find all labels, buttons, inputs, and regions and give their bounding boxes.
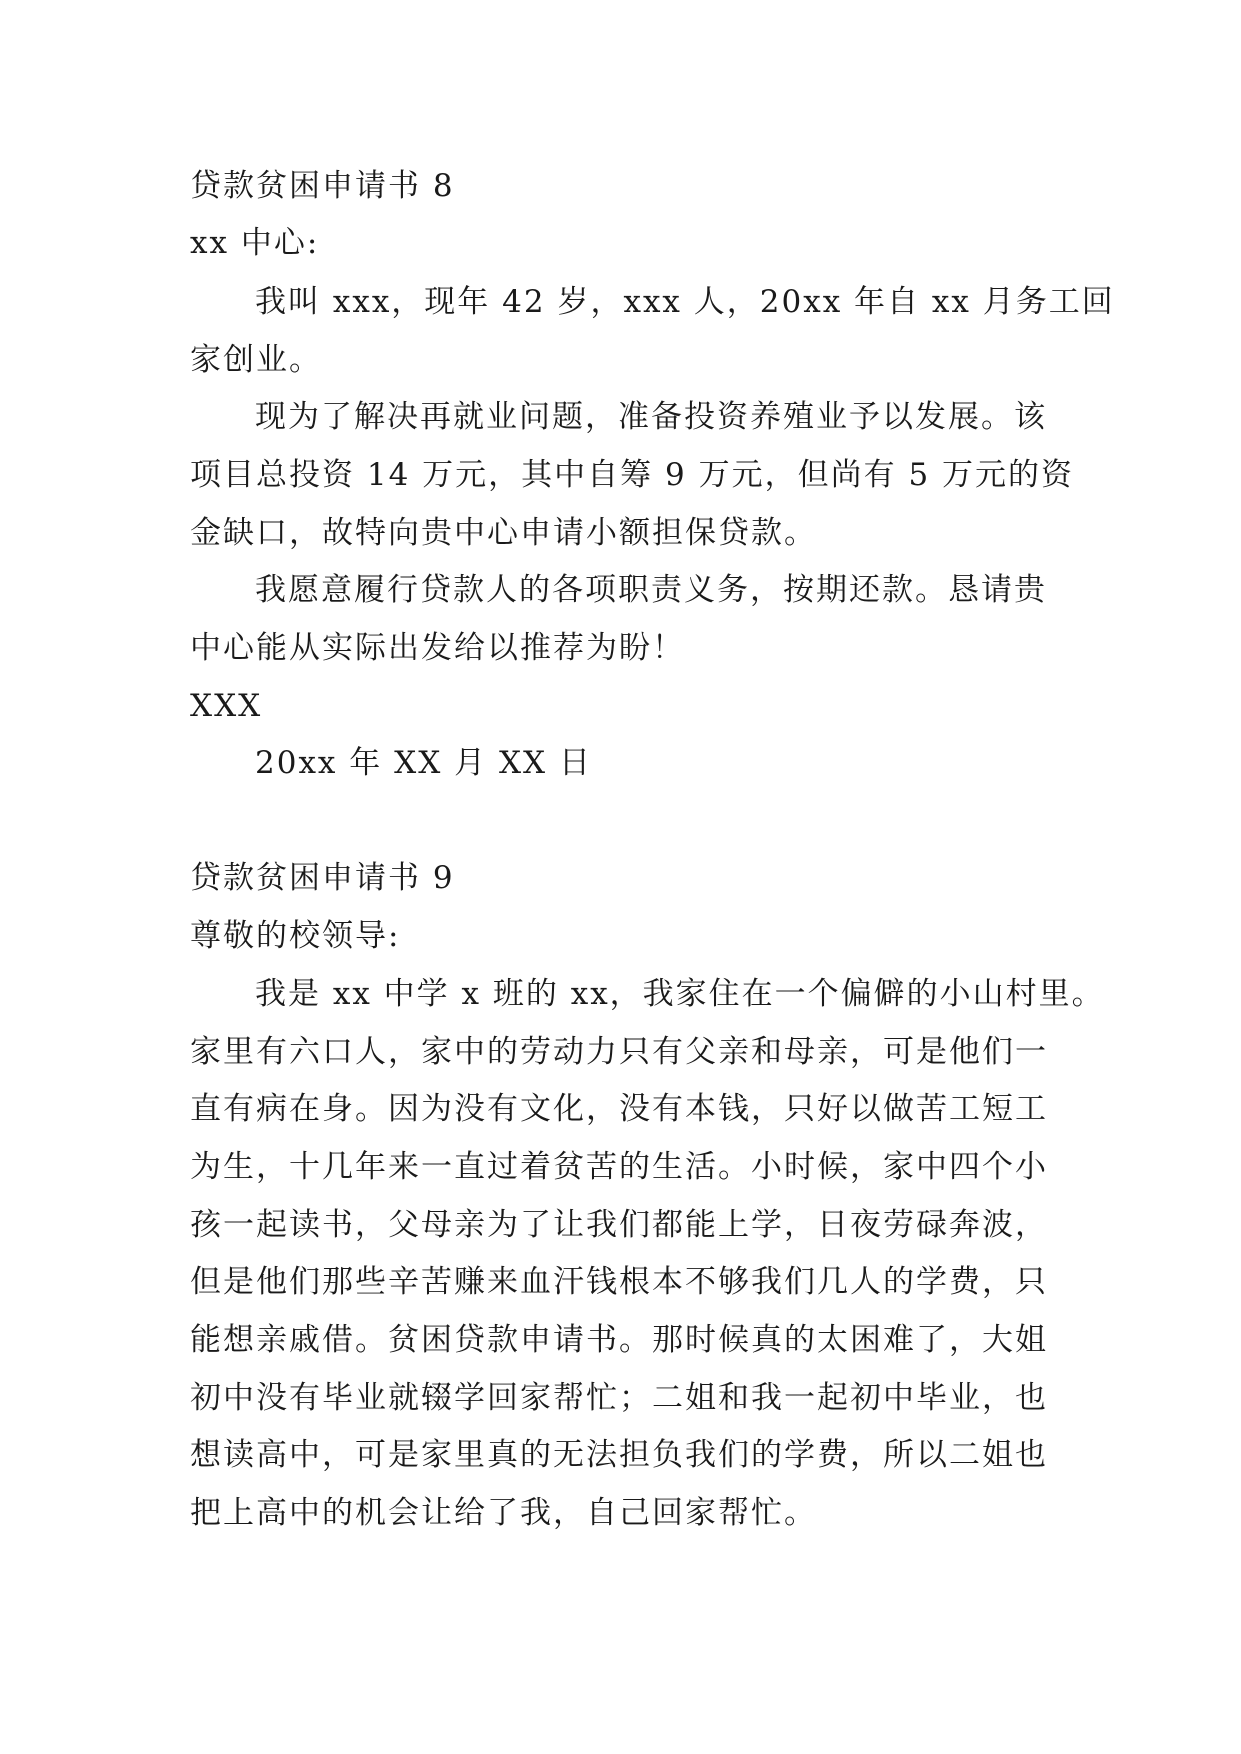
letter9-body-line: 孩一起读书，父母亲为了让我们都能上学，日夜劳碌奔波， xyxy=(190,1207,1048,1243)
letter9-body-line: 初中没有毕业就辍学回家帮忙；二姐和我一起初中毕业，也 xyxy=(190,1380,1048,1416)
letter8-salutation: xx 中心: xyxy=(190,225,320,261)
letter8-body-line: 我叫 xxx，现年 42 岁，xxx 人，20xx 年自 xx 月务工回 xyxy=(255,284,1115,320)
letter9-body-line: 我是 xx 中学 x 班的 xx，我家住在一个偏僻的小山村里。 xyxy=(255,976,1105,1012)
letter9-body-line: 直有病在身。因为没有文化，没有本钱，只好以做苦工短工 xyxy=(190,1091,1048,1127)
letter9-salutation: 尊敬的校领导: xyxy=(190,918,401,954)
letter9-body-line: 想读高中，可是家里真的无法担负我们的学费，所以二姐也 xyxy=(190,1437,1048,1473)
letter8-body-line: 家创业。 xyxy=(190,342,322,378)
letter8-body-line: 项目总投资 14 万元，其中自筹 9 万元，但尚有 5 万元的资 xyxy=(190,457,1075,493)
letter8-body-line: 现为了解决再就业问题，准备投资养殖业予以发展。该 xyxy=(255,399,1047,435)
letter9-body-line: 为生，十几年来一直过着贫苦的生活。小时候，家中四个小 xyxy=(190,1149,1048,1185)
letter9-body-line: 能想亲戚借。贫困贷款申请书。那时候真的太困难了，大姐 xyxy=(190,1322,1048,1358)
letter9-body-line: 把上高中的机会让给了我，自己回家帮忙。 xyxy=(190,1495,817,1531)
letter8-body-line: 金缺口，故特向贵中心申请小额担保贷款。 xyxy=(190,515,817,551)
letter8-date: 20xx 年 XX 月 XX 日 xyxy=(255,745,592,781)
letter8-body-line: 我愿意履行贷款人的各项职责义务，按期还款。恳请贵 xyxy=(255,572,1047,608)
letter8-signature: XXX xyxy=(190,688,263,724)
letter9-body-line: 但是他们那些辛苦赚来血汗钱根本不够我们几人的学费，只 xyxy=(190,1264,1048,1300)
letter9-title: 贷款贫困申请书 9 xyxy=(190,860,455,896)
letter8-body-line: 中心能从实际出发给以推荐为盼！ xyxy=(190,630,685,666)
letter9-body-line: 家里有六口人，家中的劳动力只有父亲和母亲，可是他们一 xyxy=(190,1034,1048,1070)
letter8-title: 贷款贫困申请书 8 xyxy=(190,168,455,204)
